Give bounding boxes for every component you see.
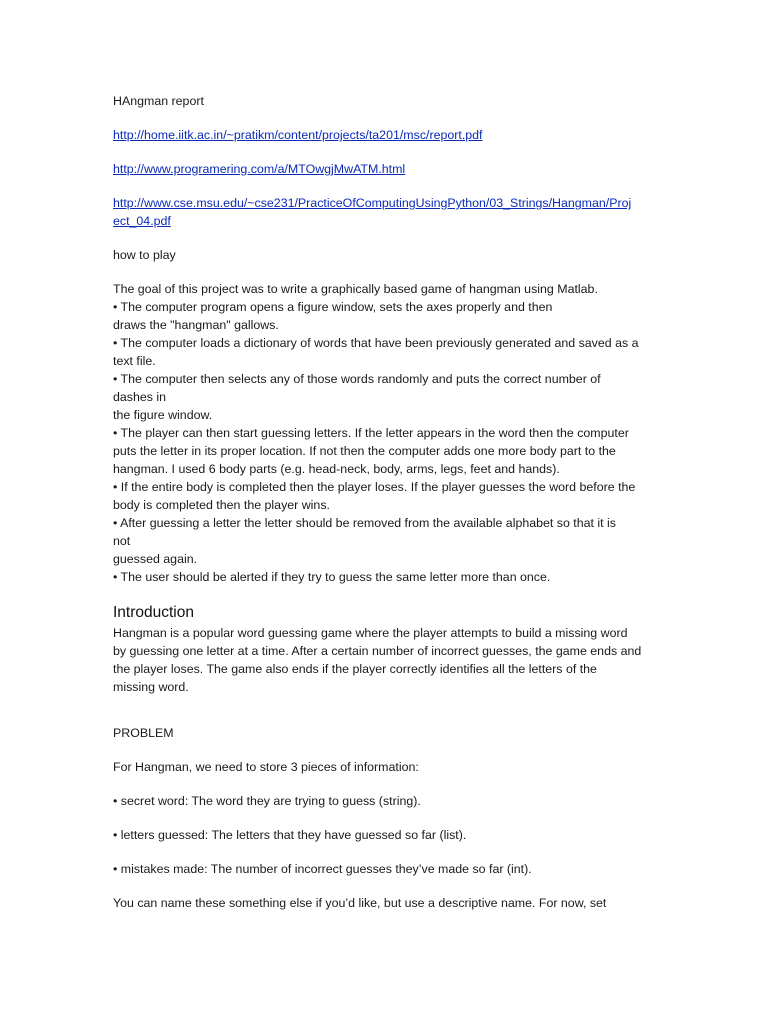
body-line: • The user should be alerted if they try to guess the same letter more than once. <box>113 570 551 584</box>
body-line: missing word. <box>113 680 189 694</box>
body-line: • After guessing a letter the letter should be removed from the available alphabet so that it is <box>113 516 617 530</box>
problem-item-secret-word: • secret word: The word they are trying to guess (string). <box>113 794 421 808</box>
body-line: • The computer loads a dictionary of words that have been previously generated and saved as a <box>113 336 639 350</box>
problem-item-letters-guessed: • letters guessed: The letters that they have guessed so far (list). <box>113 828 467 842</box>
reference-link-iitk[interactable]: http://home.iitk.ac.in/~pratikm/content/projects/ta201/msc/report.pdf <box>113 128 483 142</box>
problem-intro: For Hangman, we need to store 3 pieces of information: <box>113 760 419 774</box>
body-line: by guessing one letter at a time. After a certain number of incorrect guesses, the game ends and <box>113 644 642 658</box>
body-line: • The computer then selects any of those words randomly and puts the correct number of <box>113 372 601 386</box>
introduction-heading: Introduction <box>113 604 194 621</box>
reference-link-msu-line2[interactable]: ect_04.pdf <box>113 214 171 228</box>
body-line: the player loses. The game also ends if the player correctly identifies all the letters of the <box>113 662 597 676</box>
body-line: Hangman is a popular word guessing game where the player attempts to build a missing word <box>113 626 628 640</box>
body-line: guessed again. <box>113 552 198 566</box>
how-to-play-heading: how to play <box>113 248 176 262</box>
body-line: draws the "hangman" gallows. <box>113 318 279 332</box>
body-line: puts the letter in its proper location. If not then the computer adds one more body part to the <box>113 444 616 458</box>
body-line: not <box>113 534 131 548</box>
body-line: • The player can then start guessing letters. If the letter appears in the word then the computer <box>113 426 629 440</box>
body-line: • The computer program opens a figure window, sets the axes properly and then <box>113 300 553 314</box>
body-line: • If the entire body is completed then the player loses. If the player guesses the word before the <box>113 480 636 494</box>
reference-link-msu-line1[interactable]: http://www.cse.msu.edu/~cse231/PracticeOfComputingUsingPython/03_Strings/Hangman/Proj <box>113 196 632 210</box>
body-line: The goal of this project was to write a graphically based game of hangman using Matlab. <box>113 282 598 296</box>
problem-item-mistakes-made: • mistakes made: The number of incorrect guesses they’ve made so far (int). <box>113 862 532 876</box>
introduction-body <box>113 624 661 696</box>
body-line: dashes in <box>113 390 167 404</box>
body-line: hangman. I used 6 body parts (e.g. head-neck, body, arms, legs, feet and hands). <box>113 462 560 476</box>
document-title: HAngman report <box>113 94 204 108</box>
reference-link-programering[interactable]: http://www.programering.com/a/MTOwgjMwATM.html <box>113 162 406 176</box>
closing-line: You can name these something else if you’d like, but use a descriptive name. For now, set <box>113 896 607 910</box>
body-line: text file. <box>113 354 156 368</box>
body-line: the figure window. <box>113 408 213 422</box>
problem-heading: PROBLEM <box>113 726 174 740</box>
document-page <box>113 92 661 912</box>
body-line: body is completed then the player wins. <box>113 498 330 512</box>
how-to-play-body <box>113 280 661 586</box>
